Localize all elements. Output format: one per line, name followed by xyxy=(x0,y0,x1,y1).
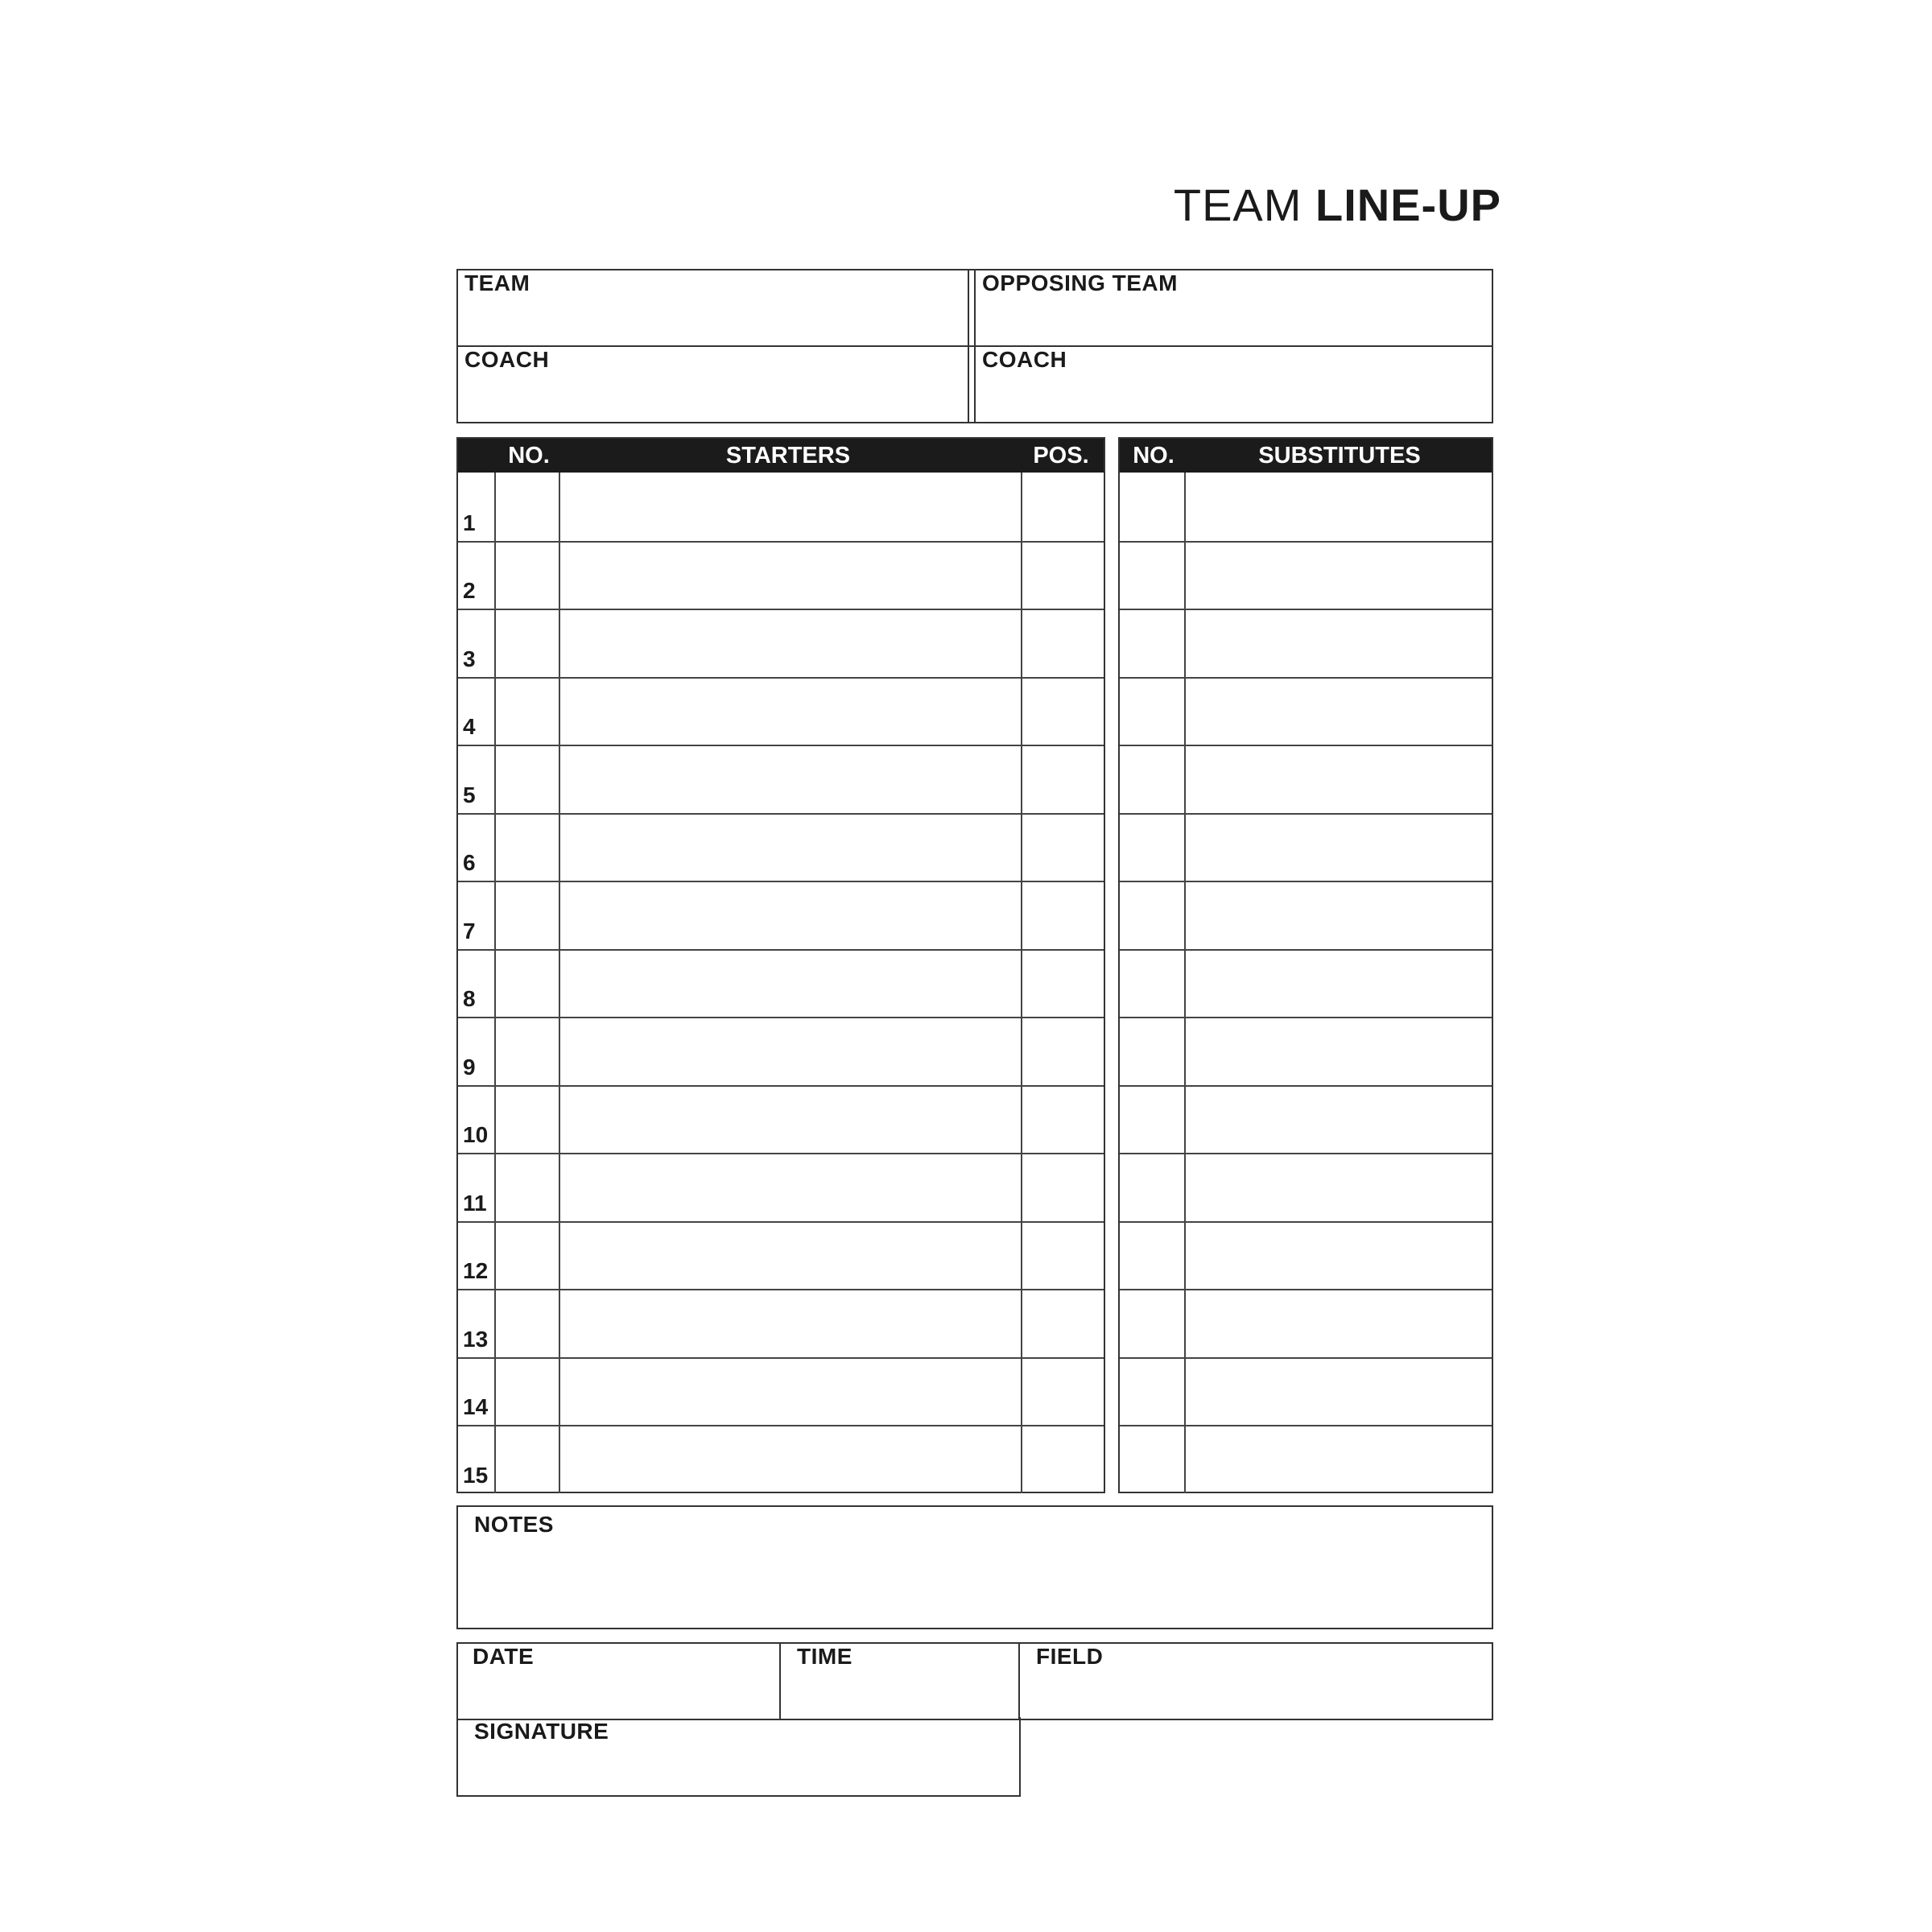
substitute-name-cell[interactable] xyxy=(1186,1020,1490,1085)
substitute-row xyxy=(1120,745,1492,813)
starter-no-cell[interactable] xyxy=(496,680,557,745)
substitute-no-cell[interactable] xyxy=(1121,1292,1183,1357)
starter-no-cell[interactable] xyxy=(496,1428,557,1493)
substitute-no-cell[interactable] xyxy=(1121,816,1183,881)
substitute-row xyxy=(1120,609,1492,677)
substitute-name-cell[interactable] xyxy=(1186,612,1490,677)
substitute-name-cell[interactable] xyxy=(1186,1360,1490,1426)
substitutes-no-header: NO. xyxy=(1133,443,1174,469)
starter-name-cell[interactable] xyxy=(560,1088,1019,1154)
starter-row-number: 6 xyxy=(463,850,476,875)
starter-pos-cell[interactable] xyxy=(1022,474,1102,539)
starter-no-cell[interactable] xyxy=(496,748,557,813)
field-label: FIELD xyxy=(1036,1644,1104,1669)
starter-name-cell[interactable] xyxy=(560,952,1019,1018)
starter-pos-cell[interactable] xyxy=(1022,1292,1102,1357)
substitute-no-cell[interactable] xyxy=(1121,1088,1183,1154)
starter-pos-cell[interactable] xyxy=(1022,884,1102,949)
starters-header-bar xyxy=(458,439,1104,473)
team-field[interactable] xyxy=(458,270,968,345)
starter-name-cell[interactable] xyxy=(560,816,1019,881)
substitutes-name-header: SUBSTITUTES xyxy=(1258,443,1421,469)
starter-pos-cell[interactable] xyxy=(1022,544,1102,609)
starter-row-number: 12 xyxy=(463,1258,489,1283)
starter-no-cell[interactable] xyxy=(496,884,557,949)
substitutes-header-bar xyxy=(1120,439,1492,473)
starter-no-cell[interactable] xyxy=(496,474,557,539)
substitutes-table xyxy=(1118,437,1493,1493)
starter-no-cell[interactable] xyxy=(496,1224,557,1290)
starter-row xyxy=(458,1221,1104,1290)
substitute-row xyxy=(1120,1085,1492,1154)
starter-row-number: 8 xyxy=(463,986,476,1011)
starter-pos-cell[interactable] xyxy=(1022,748,1102,813)
starter-row xyxy=(458,745,1104,813)
starter-name-cell[interactable] xyxy=(560,680,1019,745)
starter-row xyxy=(458,609,1104,677)
substitute-name-cell[interactable] xyxy=(1186,816,1490,881)
starter-pos-cell[interactable] xyxy=(1022,680,1102,745)
starter-row xyxy=(458,881,1104,949)
substitute-no-cell[interactable] xyxy=(1121,474,1183,539)
date-label: DATE xyxy=(473,1644,535,1669)
substitute-no-cell[interactable] xyxy=(1121,952,1183,1018)
substitute-name-cell[interactable] xyxy=(1186,884,1490,949)
substitute-name-cell[interactable] xyxy=(1186,748,1490,813)
date-field[interactable] xyxy=(458,1644,779,1719)
starter-no-cell[interactable] xyxy=(496,1360,557,1426)
starter-pos-cell[interactable] xyxy=(1022,952,1102,1018)
opposing-coach-field[interactable] xyxy=(976,347,1492,422)
coach-field[interactable] xyxy=(458,347,968,422)
starter-row xyxy=(458,1425,1104,1493)
substitute-name-cell[interactable] xyxy=(1186,1088,1490,1154)
starters-name-header: STARTERS xyxy=(725,443,851,469)
substitute-row xyxy=(1120,677,1492,745)
starter-row xyxy=(458,473,1104,541)
starter-no-cell[interactable] xyxy=(496,612,557,677)
substitute-name-cell[interactable] xyxy=(1186,1292,1490,1357)
starter-name-cell[interactable] xyxy=(560,1292,1019,1357)
substitute-name-cell[interactable] xyxy=(1186,1156,1490,1221)
substitute-no-cell[interactable] xyxy=(1121,884,1183,949)
starters-no-header: NO. xyxy=(508,443,550,469)
notes-label: NOTES xyxy=(474,1512,554,1537)
starters-table xyxy=(456,437,1105,1493)
starter-name-cell[interactable] xyxy=(560,1428,1019,1493)
starter-row-number: 13 xyxy=(463,1326,489,1352)
time-label: TIME xyxy=(797,1644,852,1669)
starter-row-number: 9 xyxy=(463,1054,476,1080)
starter-no-cell[interactable] xyxy=(496,1292,557,1357)
starter-name-cell[interactable] xyxy=(560,612,1019,677)
substitute-no-cell[interactable] xyxy=(1121,612,1183,677)
starter-row-number: 4 xyxy=(463,714,476,739)
starter-no-cell[interactable] xyxy=(496,1020,557,1085)
substitute-row xyxy=(1120,541,1492,609)
coach-label: COACH xyxy=(464,347,550,372)
starter-pos-cell[interactable] xyxy=(1022,1156,1102,1221)
starter-row xyxy=(458,541,1104,609)
substitute-row xyxy=(1120,949,1492,1018)
starter-row xyxy=(458,949,1104,1018)
notes-field[interactable] xyxy=(456,1505,1493,1629)
substitute-name-cell[interactable] xyxy=(1186,680,1490,745)
starter-name-cell[interactable] xyxy=(560,544,1019,609)
substitute-no-cell[interactable] xyxy=(1121,680,1183,745)
opposing-coach-label: COACH xyxy=(982,347,1067,372)
starter-no-cell[interactable] xyxy=(496,816,557,881)
substitute-no-cell[interactable] xyxy=(1121,1428,1183,1493)
substitute-no-cell[interactable] xyxy=(1121,1224,1183,1290)
time-field[interactable] xyxy=(781,1644,1018,1719)
substitute-no-cell[interactable] xyxy=(1121,544,1183,609)
substitute-row xyxy=(1120,881,1492,949)
substitute-name-cell[interactable] xyxy=(1186,952,1490,1018)
starter-name-cell[interactable] xyxy=(560,748,1019,813)
starter-pos-cell[interactable] xyxy=(1022,1088,1102,1154)
signature-label: SIGNATURE xyxy=(474,1719,609,1744)
starter-row xyxy=(458,1357,1104,1426)
starter-pos-cell[interactable] xyxy=(1022,1428,1102,1493)
starter-row-number: 3 xyxy=(463,646,476,671)
starter-no-cell[interactable] xyxy=(496,544,557,609)
title-light: TEAM xyxy=(1173,180,1302,230)
title-bold: LINE-UP xyxy=(1315,180,1501,230)
substitute-row xyxy=(1120,1425,1492,1493)
starter-name-cell[interactable] xyxy=(560,1020,1019,1085)
substitute-no-cell[interactable] xyxy=(1121,1360,1183,1426)
substitute-name-cell[interactable] xyxy=(1186,1224,1490,1290)
substitute-row xyxy=(1120,813,1492,881)
starter-row xyxy=(458,1153,1104,1221)
signature-field[interactable] xyxy=(456,1717,1021,1797)
starter-name-cell[interactable] xyxy=(560,1360,1019,1426)
starter-row-number: 11 xyxy=(463,1190,487,1216)
starter-no-cell[interactable] xyxy=(496,952,557,1018)
field-field[interactable] xyxy=(1020,1644,1492,1719)
starter-name-cell[interactable] xyxy=(560,1224,1019,1290)
starter-no-cell[interactable] xyxy=(496,1088,557,1154)
substitute-no-cell[interactable] xyxy=(1121,748,1183,813)
starter-row-number: 15 xyxy=(463,1462,489,1488)
starter-row xyxy=(458,1289,1104,1357)
starter-row-number: 14 xyxy=(463,1394,489,1419)
substitute-row xyxy=(1120,1289,1492,1357)
opposing-team-label: OPPOSING TEAM xyxy=(982,270,1178,295)
substitute-row xyxy=(1120,473,1492,541)
starter-row xyxy=(458,677,1104,745)
substitute-no-cell[interactable] xyxy=(1121,1020,1183,1085)
substitute-name-cell[interactable] xyxy=(1186,544,1490,609)
substitute-row xyxy=(1120,1153,1492,1221)
starter-pos-cell[interactable] xyxy=(1022,612,1102,677)
starter-row-number: 2 xyxy=(463,578,476,603)
starters-pos-header: POS. xyxy=(1033,443,1089,469)
starter-row-number: 7 xyxy=(463,918,476,943)
substitute-row xyxy=(1120,1017,1492,1085)
starter-row-number: 10 xyxy=(463,1122,489,1147)
page-title xyxy=(1174,179,1501,231)
starter-pos-cell[interactable] xyxy=(1022,1360,1102,1426)
starter-row xyxy=(458,1085,1104,1154)
starter-row xyxy=(458,1017,1104,1085)
starter-pos-cell[interactable] xyxy=(1022,1224,1102,1290)
starter-name-cell[interactable] xyxy=(560,1156,1019,1221)
opposing-team-field[interactable] xyxy=(976,270,1492,345)
substitute-name-cell[interactable] xyxy=(1186,474,1490,539)
substitute-row xyxy=(1120,1221,1492,1290)
starter-pos-cell[interactable] xyxy=(1022,1020,1102,1085)
substitute-row xyxy=(1120,1357,1492,1426)
starter-row-number: 5 xyxy=(463,782,476,807)
starter-no-cell[interactable] xyxy=(496,1156,557,1221)
substitute-no-cell[interactable] xyxy=(1121,1156,1183,1221)
starter-pos-cell[interactable] xyxy=(1022,816,1102,881)
starter-name-cell[interactable] xyxy=(560,884,1019,949)
starter-row-number: 1 xyxy=(463,510,476,535)
starter-name-cell[interactable] xyxy=(560,474,1019,539)
team-label: TEAM xyxy=(464,270,530,295)
substitute-name-cell[interactable] xyxy=(1186,1428,1490,1493)
starter-row xyxy=(458,813,1104,881)
